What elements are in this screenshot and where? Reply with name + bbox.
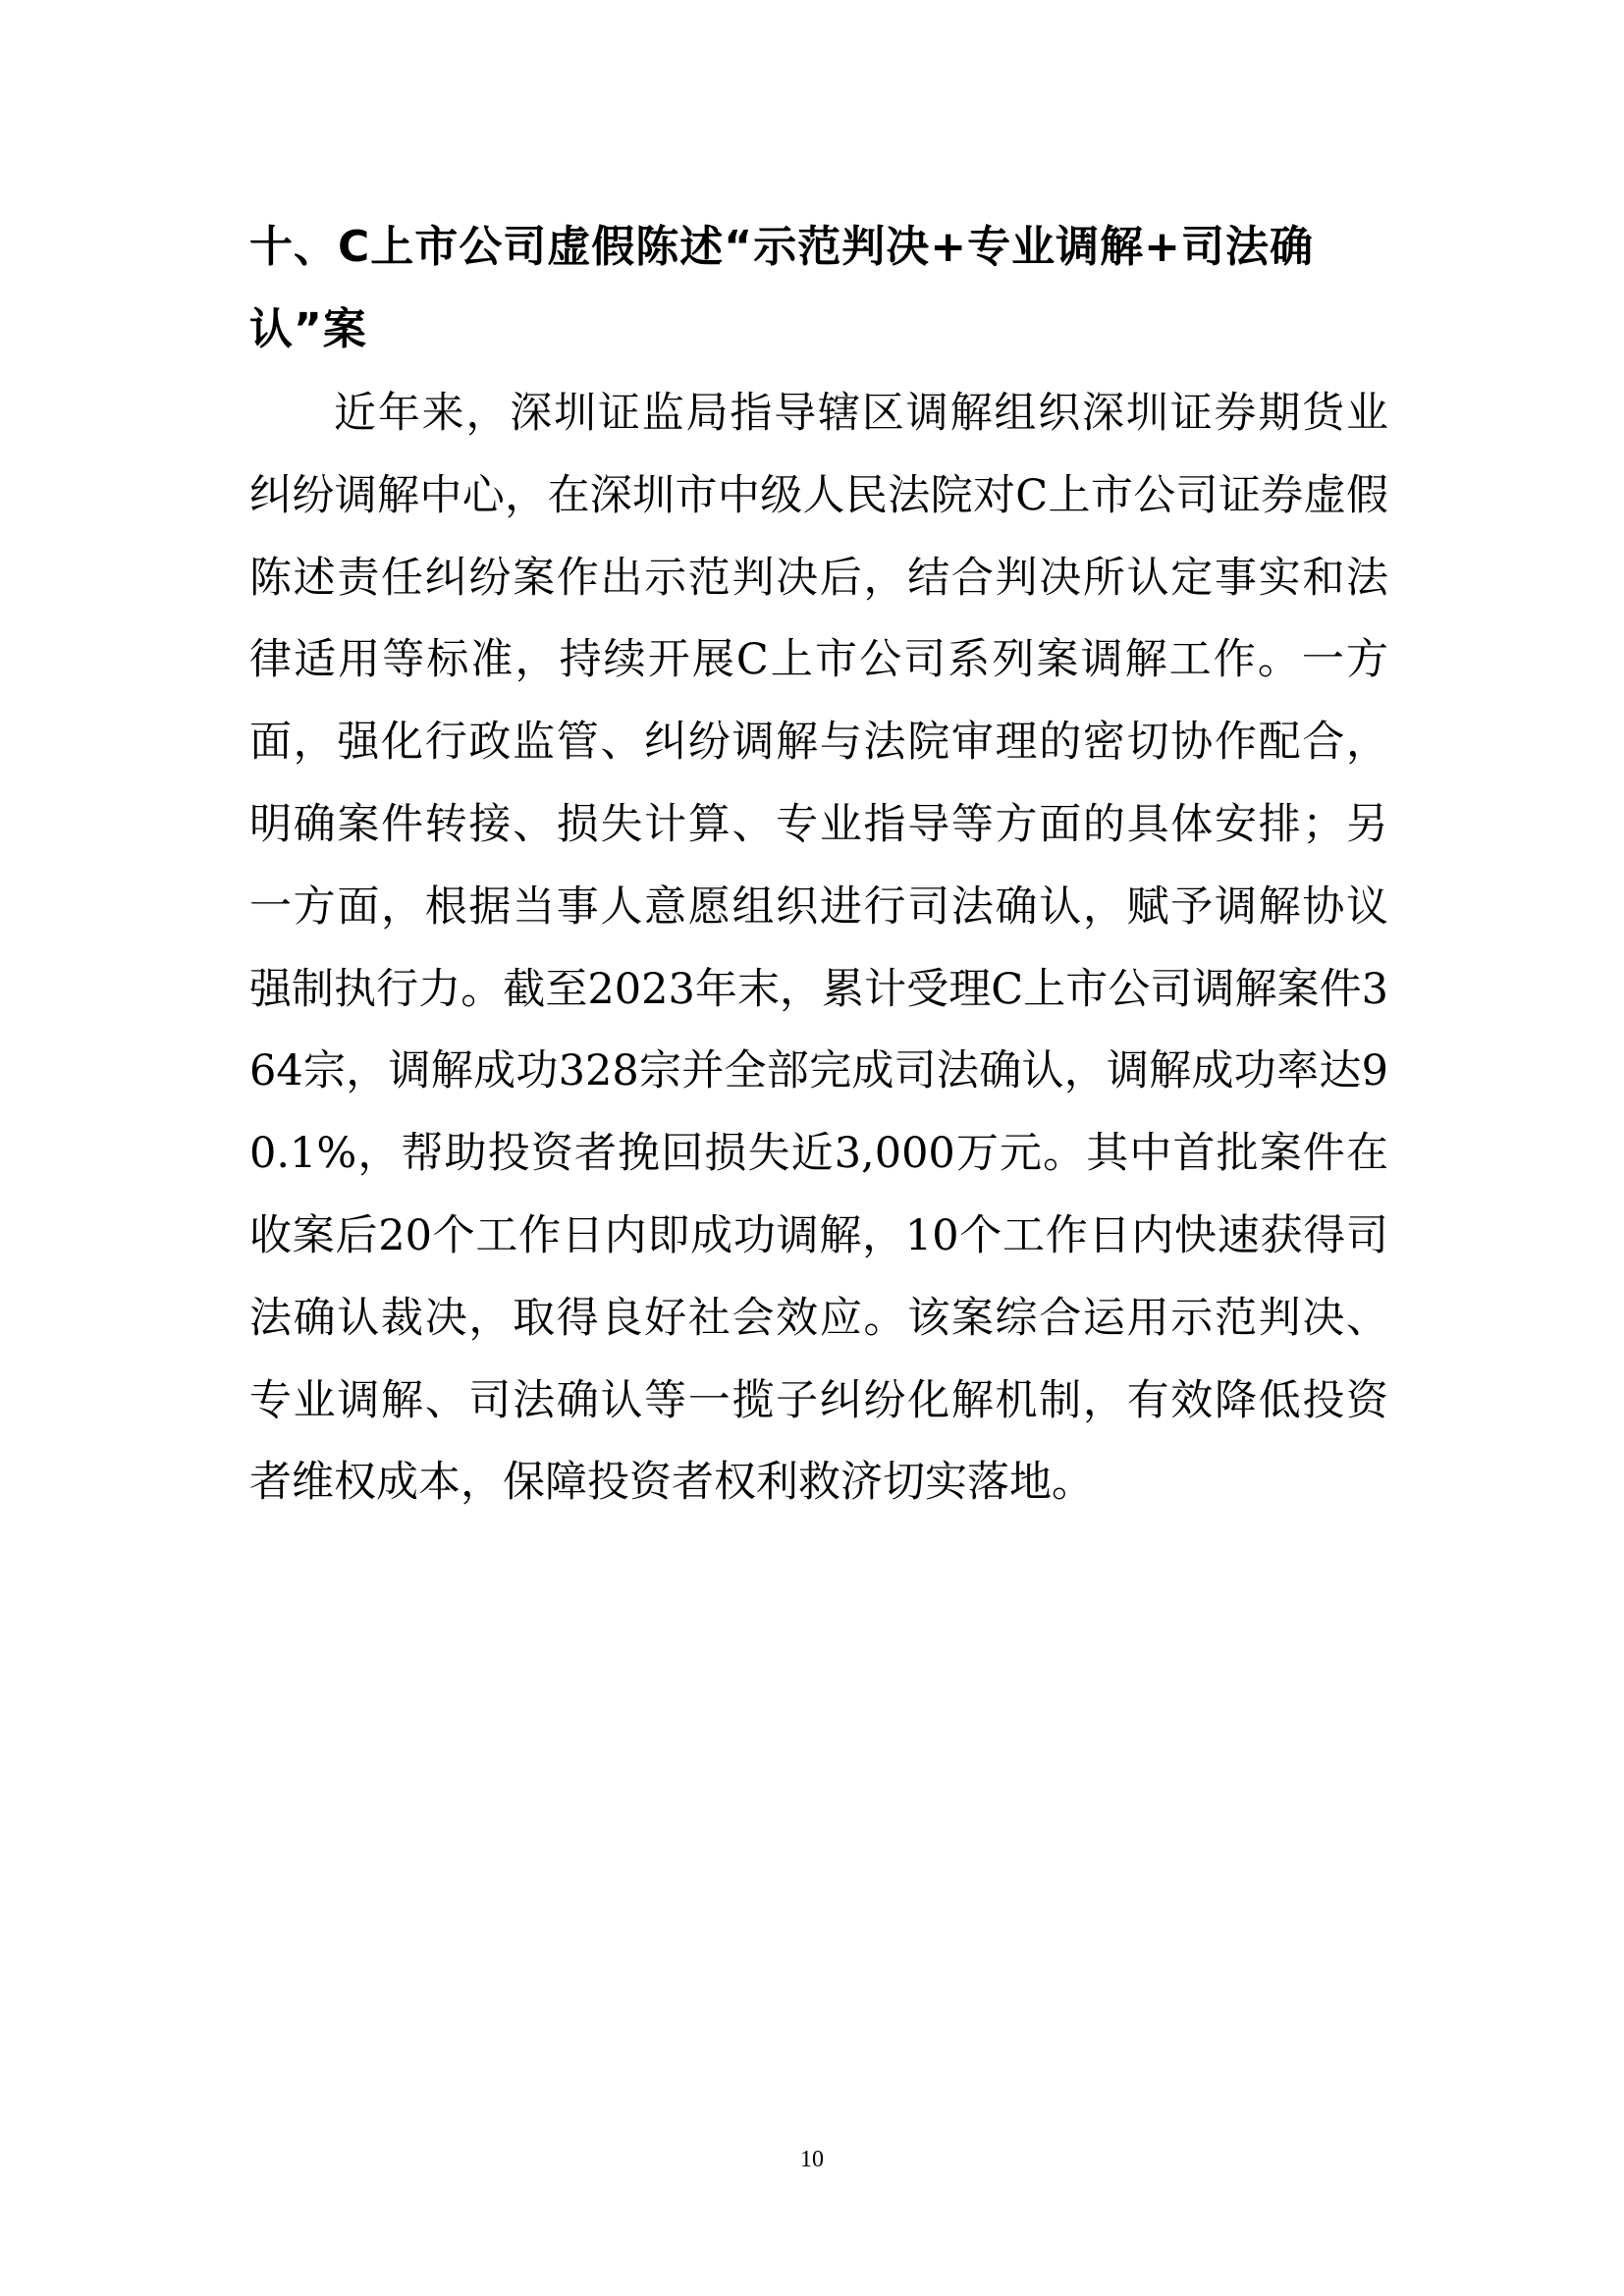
body-paragraph: 近年来，深圳证监局指导辖区调解组织深圳证券期货业纠纷调解中心，在深圳市中级人民法院对C上市公司证券虚假陈述责任纠纷案作出示范判决后，结合判决所认定事实和法律适用等标准，持续开展C上市公司系列案调解工作。一方面，强化行政监管、纠纷调解与法院审理的密切协作配合，明确案件转接、损失计算、专业指导等方面的具体安排；另一方面，根据当事人意愿组织进行司法确认，赋予调解协议强制执行力。截至2023年末，累计受理C上市公司调解案件364宗，调解成功328宗并全部完成司法确认，调解成功率达90.1%，帮助投资者挽回损失近3,000万元。其中首批案件在收案后20个工作日内即成功调解，10个工作日内快速获得司法确认裁决，取得良好社会效应。该案综合运用示范判决、专业调解、司法确认等一揽子纠纷化解机制，有效降低投资者维权成本，保障投资者权利救济切实落地。 (249, 389, 1388, 1508)
page-number: 10 (800, 2147, 824, 2172)
section-title: 十、C上市公司虚假陈述“示范判决+专业调解+司法确认”案 (249, 222, 1314, 354)
